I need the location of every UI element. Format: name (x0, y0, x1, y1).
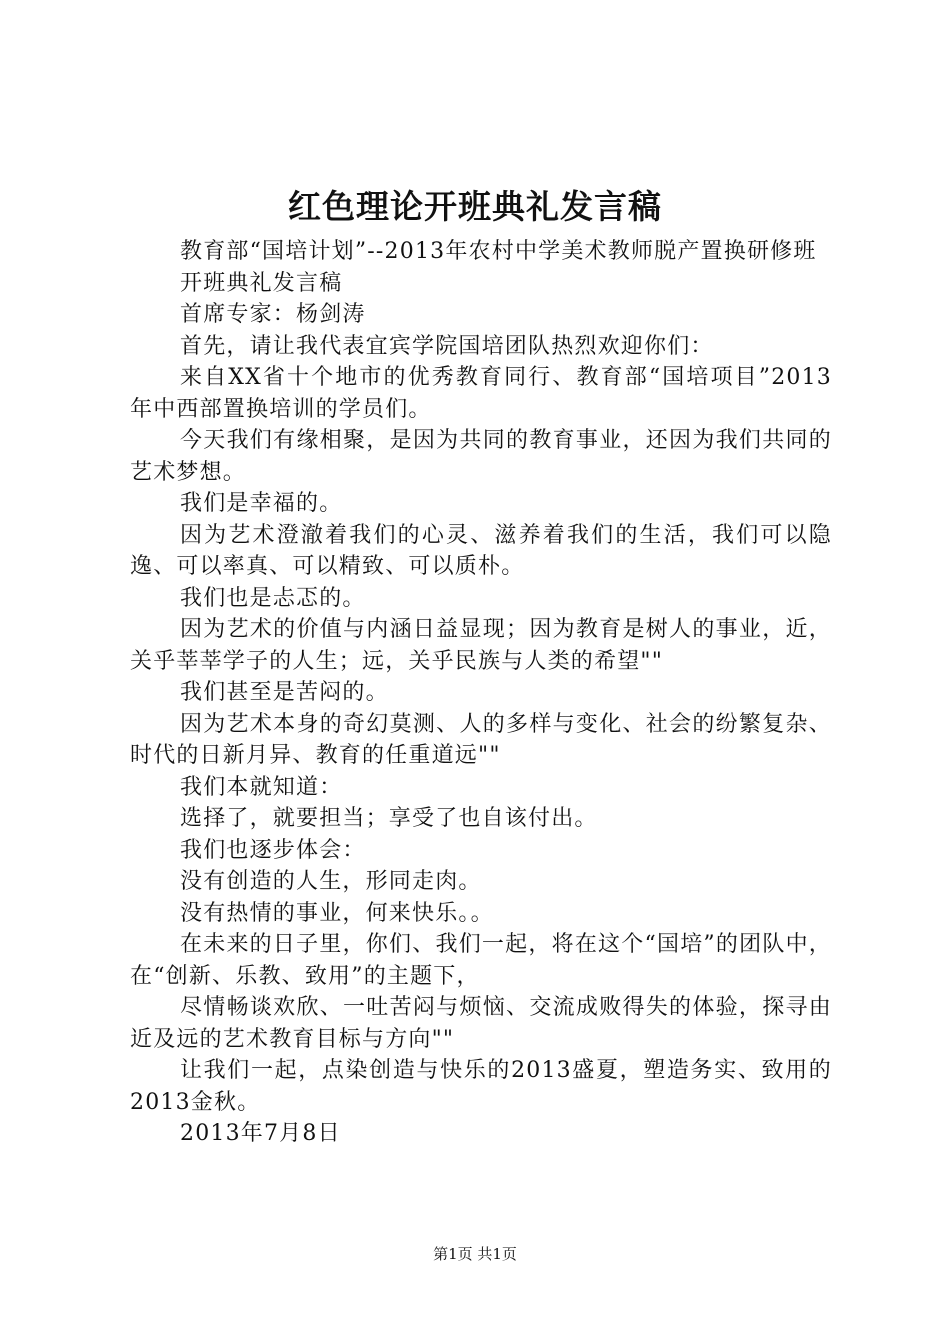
document-date: 2013年7月8日 (180, 1121, 341, 1146)
paragraph: 首席专家：杨剑涛 (180, 302, 366, 327)
paragraph: 因为艺术的价值与内涵日益显现；因为教育是树人的事业，近，关乎莘莘学子的人生；远，关乎民族与人类的希望"" (130, 617, 832, 674)
paragraph: 在未来的日子里，你们、我们一起，将在这个“国培”的团队中，在“创新、乐教、致用”的主题下， (130, 932, 832, 989)
paragraph: 让我们一起，点染创造与快乐的2013盛夏，塑造务实、致用的2013金秋。 (130, 1058, 832, 1115)
paragraph: 选择了，就要担当；享受了也自该付出。 (180, 806, 598, 831)
paragraph: 因为艺术澄澈着我们的心灵、滋养着我们的生活，我们可以隐逸、可以率真、可以精致、可以质朴。 (130, 522, 832, 579)
paragraph: 我们也是忐忑的。 (180, 585, 366, 611)
paragraph: 我们本就知道： (180, 774, 343, 800)
paragraph: 今天我们有缘相聚，是因为共同的教育事业，还因为我们共同的艺术梦想。 (130, 428, 832, 485)
paragraph: 我们甚至是苦闷的。 (180, 680, 389, 705)
paragraph: 首先，请让我代表宜宾学院国培团队热烈欢迎你们： (180, 333, 714, 359)
page-footer: 第1页 共1页 (433, 1245, 517, 1263)
paragraph: 教育部“国培计划”--2013年农村中学美术教师脱产置换研修班 (180, 239, 817, 264)
paragraph: 来自XX省十个地市的优秀教育同行、教育部“国培项目”2013年中西部置换培训的学员们。 (130, 365, 832, 422)
document-body (130, 236, 832, 1150)
paragraph: 我们也逐步体会： (180, 837, 366, 863)
paragraph: 没有热情的事业，何来快乐。。 (180, 900, 494, 926)
paragraph: 没有创造的人生，形同走肉。 (180, 869, 482, 894)
paragraph: 尽情畅谈欢欣、一吐苦闷与烦恼、交流成败得失的体验，探寻由近及远的艺术教育目标与方向"" (130, 995, 832, 1052)
paragraph: 开班典礼发言稿 (180, 270, 343, 296)
paragraph: 我们是幸福的。 (180, 491, 343, 516)
paragraph: 因为艺术本身的奇幻莫测、人的多样与变化、社会的纷繁复杂、时代的日新月异、教育的任重道远"" (130, 711, 832, 768)
document-title: 红色理论开班典礼发言稿 (288, 187, 662, 226)
